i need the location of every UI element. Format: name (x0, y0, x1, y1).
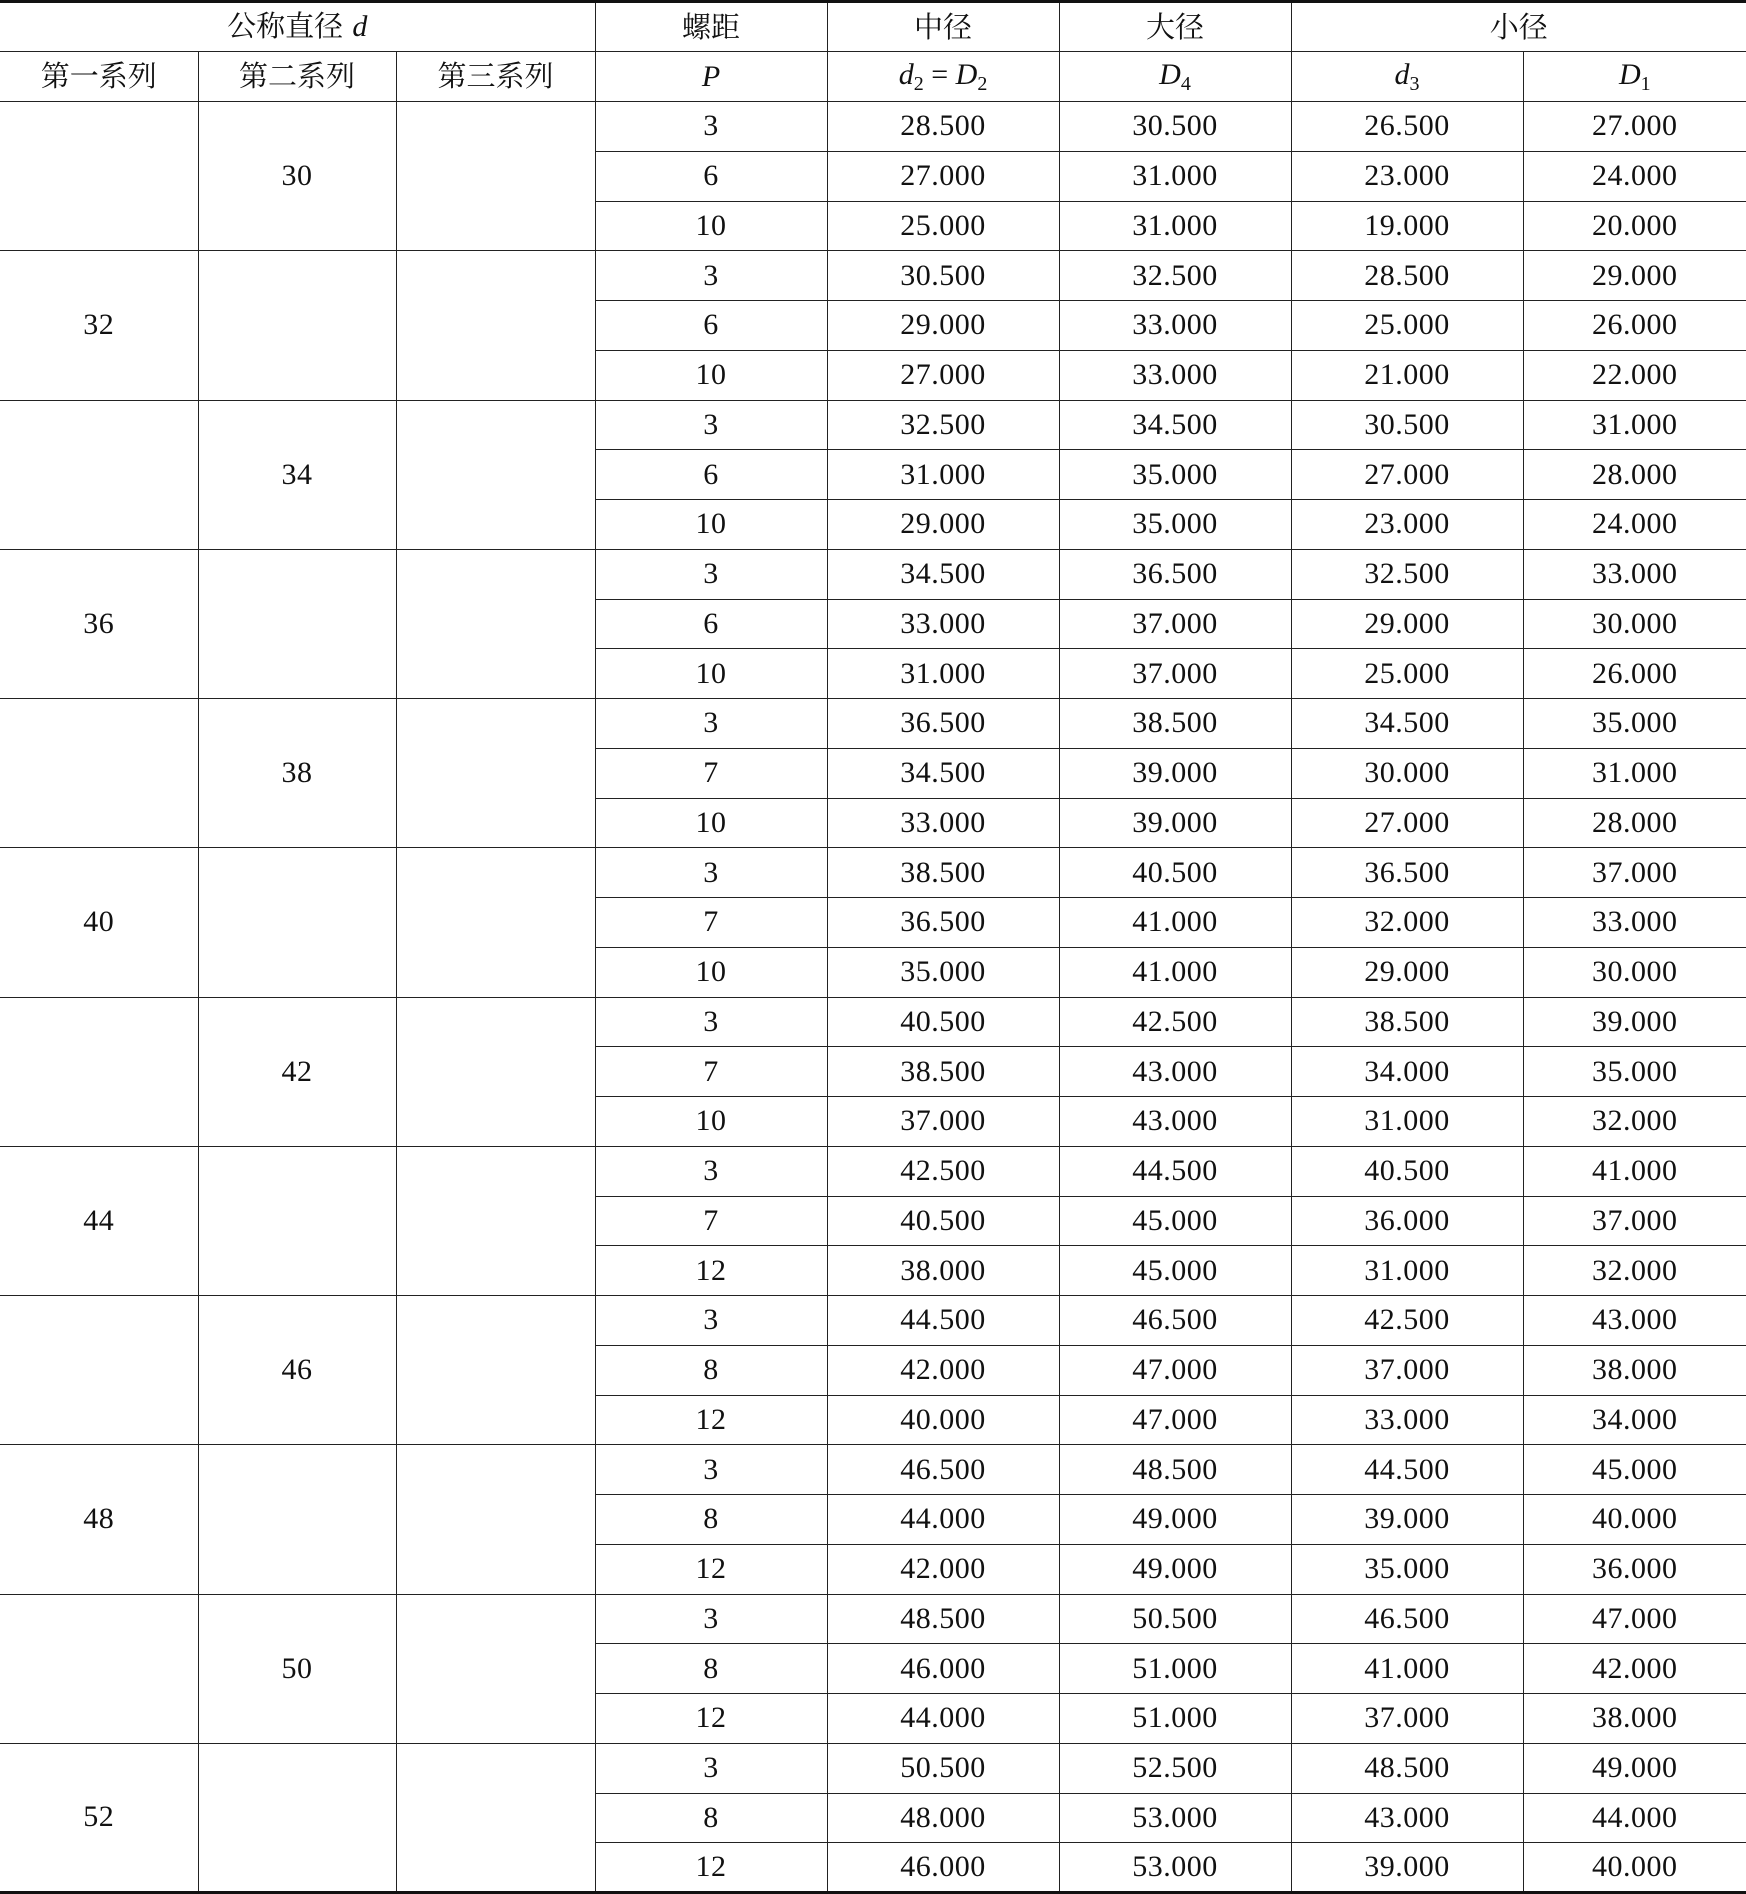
pitch-diameter-cell: 44.000 (827, 1694, 1059, 1744)
minor-d3-cell: 25.000 (1291, 649, 1523, 699)
pitch-cell: 10 (595, 201, 827, 251)
major-diameter-cell: 43.000 (1059, 1097, 1291, 1147)
series2-cell (198, 251, 396, 400)
table-row (0, 1296, 1746, 1346)
pitch-cell: 8 (595, 1793, 827, 1843)
nominal-diameter-header (0, 2, 595, 52)
pitch-cell: 7 (595, 748, 827, 798)
pitch-diameter-cell: 44.500 (827, 1296, 1059, 1346)
pitch-cell: 6 (595, 151, 827, 201)
minor-D1-cell: 45.000 (1523, 1445, 1746, 1495)
pitch-diameter-cell: 46.000 (827, 1843, 1059, 1893)
pitch-cell: 3 (595, 400, 827, 450)
pitch-diameter-cell: 29.000 (827, 500, 1059, 550)
minor-D1-cell: 41.000 (1523, 1146, 1746, 1196)
pitch-diameter-cell: 35.000 (827, 947, 1059, 997)
minor-D1-cell: 26.000 (1523, 649, 1746, 699)
minor-D1-cell: 32.000 (1523, 1097, 1746, 1147)
series3-cell (396, 699, 595, 848)
table-header (0, 2, 1746, 102)
major-diameter-cell: 46.500 (1059, 1296, 1291, 1346)
pitch-cell: 10 (595, 947, 827, 997)
pitch-cell: 3 (595, 848, 827, 898)
series3-cell (396, 1594, 595, 1743)
minor-D1-cell: 35.000 (1523, 1047, 1746, 1097)
series1-cell (0, 1594, 198, 1743)
table-body (0, 102, 1746, 1893)
pitch-diameter-symbol-b: D (955, 57, 978, 91)
minor-D1-cell: 27.000 (1523, 102, 1746, 152)
pitch-diameter-cell: 44.000 (827, 1495, 1059, 1545)
pitch-cell: 3 (595, 102, 827, 152)
major-diameter-cell: 31.000 (1059, 201, 1291, 251)
major-diameter-cell: 50.500 (1059, 1594, 1291, 1644)
major-diameter-cell: 49.000 (1059, 1544, 1291, 1594)
major-diameter-cell: 51.000 (1059, 1644, 1291, 1694)
minor-d3-cell: 39.000 (1291, 1843, 1523, 1893)
series1-header: 第一系列 (0, 52, 198, 102)
minor-D1-cell: 29.000 (1523, 251, 1746, 301)
minor-D1-cell: 28.000 (1523, 798, 1746, 848)
pitch-diameter-header-label: 中径 (827, 2, 1059, 52)
minor-D1-cell: 24.000 (1523, 151, 1746, 201)
pitch-cell: 10 (595, 798, 827, 848)
major-diameter-cell: 51.000 (1059, 1694, 1291, 1744)
pitch-diameter-cell: 46.500 (827, 1445, 1059, 1495)
pitch-diameter-sub-b: 2 (977, 72, 988, 95)
minor-D1-cell: 24.000 (1523, 500, 1746, 550)
minor-D1-cell: 30.000 (1523, 947, 1746, 997)
series1-cell: 44 (0, 1146, 198, 1295)
series1-cell: 40 (0, 848, 198, 997)
pitch-diameter-cell: 27.000 (827, 151, 1059, 201)
header-row-2 (0, 52, 1746, 102)
major-diameter-cell: 33.000 (1059, 301, 1291, 351)
minor-D1-cell: 34.000 (1523, 1395, 1746, 1445)
major-diameter-cell: 52.500 (1059, 1743, 1291, 1793)
pitch-diameter-equals: = (923, 57, 956, 91)
major-diameter-cell: 45.000 (1059, 1246, 1291, 1296)
minor-d3-cell: 31.000 (1291, 1246, 1523, 1296)
minor-d3-cell: 29.000 (1291, 947, 1523, 997)
pitch-diameter-cell: 32.500 (827, 400, 1059, 450)
minor-D1-cell: 38.000 (1523, 1345, 1746, 1395)
minor-D1-cell: 35.000 (1523, 699, 1746, 749)
pitch-cell: 3 (595, 699, 827, 749)
series2-cell (198, 1743, 396, 1892)
minor-d3-cell: 40.500 (1291, 1146, 1523, 1196)
major-diameter-symbol-header (1059, 52, 1291, 102)
major-diameter-cell: 30.500 (1059, 102, 1291, 152)
minor-D1-cell: 44.000 (1523, 1793, 1746, 1843)
table-row (0, 102, 1746, 152)
minor-d3-cell: 34.000 (1291, 1047, 1523, 1097)
minor-d3-cell: 19.000 (1291, 201, 1523, 251)
series2-header: 第二系列 (198, 52, 396, 102)
minor-d3-cell: 48.500 (1291, 1743, 1523, 1793)
minor-d3-cell: 43.000 (1291, 1793, 1523, 1843)
pitch-diameter-cell: 40.500 (827, 997, 1059, 1047)
minor-d3-cell: 26.500 (1291, 102, 1523, 152)
series2-cell: 46 (198, 1296, 396, 1445)
minor-diameter-header-label: 小径 (1291, 2, 1746, 52)
pitch-diameter-cell: 40.000 (827, 1395, 1059, 1445)
minor-d3-cell: 21.000 (1291, 350, 1523, 400)
pitch-cell: 10 (595, 649, 827, 699)
minor-d3-cell: 32.000 (1291, 898, 1523, 948)
major-diameter-cell: 39.000 (1059, 798, 1291, 848)
series1-cell (0, 400, 198, 549)
table-row (0, 1743, 1746, 1793)
nominal-diameter-label: 公称直径 (227, 9, 344, 43)
major-diameter-cell: 53.000 (1059, 1793, 1291, 1843)
minor-D1-cell: 31.000 (1523, 748, 1746, 798)
pitch-cell: 3 (595, 1594, 827, 1644)
pitch-diameter-cell: 25.000 (827, 201, 1059, 251)
series2-cell: 34 (198, 400, 396, 549)
series3-cell (396, 1743, 595, 1892)
pitch-diameter-cell: 36.500 (827, 699, 1059, 749)
minor-D1-sub: 1 (1640, 72, 1651, 95)
minor-d3-symbol-header (1291, 52, 1523, 102)
minor-D1-cell: 42.000 (1523, 1644, 1746, 1694)
series1-cell (0, 102, 198, 251)
pitch-diameter-cell: 48.000 (827, 1793, 1059, 1843)
minor-D1-symbol-header (1523, 52, 1746, 102)
table-row (0, 1146, 1746, 1196)
pitch-diameter-cell: 48.500 (827, 1594, 1059, 1644)
table-row (0, 1594, 1746, 1644)
pitch-cell: 3 (595, 1743, 827, 1793)
pitch-cell: 12 (595, 1395, 827, 1445)
minor-D1-cell: 38.000 (1523, 1694, 1746, 1744)
pitch-cell: 7 (595, 1196, 827, 1246)
table-row (0, 400, 1746, 450)
major-diameter-cell: 31.000 (1059, 151, 1291, 201)
minor-d3-cell: 36.000 (1291, 1196, 1523, 1246)
minor-D1-symbol: D (1618, 57, 1641, 91)
series1-cell: 36 (0, 549, 198, 698)
minor-D1-cell: 43.000 (1523, 1296, 1746, 1346)
major-diameter-cell: 44.500 (1059, 1146, 1291, 1196)
major-diameter-cell: 34.500 (1059, 400, 1291, 450)
pitch-diameter-cell: 34.500 (827, 748, 1059, 798)
minor-D1-cell: 31.000 (1523, 400, 1746, 450)
major-diameter-cell: 47.000 (1059, 1395, 1291, 1445)
major-diameter-sub: 4 (1180, 72, 1191, 95)
pitch-cell: 10 (595, 350, 827, 400)
major-diameter-cell: 45.000 (1059, 1196, 1291, 1246)
minor-D1-cell: 33.000 (1523, 898, 1746, 948)
minor-d3-cell: 38.500 (1291, 997, 1523, 1047)
series3-cell (396, 1296, 595, 1445)
table-row (0, 699, 1746, 749)
pitch-cell: 6 (595, 301, 827, 351)
minor-d3-symbol: d (1394, 57, 1410, 91)
minor-d3-cell: 35.000 (1291, 1544, 1523, 1594)
series2-cell: 50 (198, 1594, 396, 1743)
pitch-diameter-cell: 38.000 (827, 1246, 1059, 1296)
series3-cell (396, 1445, 595, 1594)
minor-d3-cell: 25.000 (1291, 301, 1523, 351)
pitch-header-label: 螺距 (595, 2, 827, 52)
series3-cell (396, 102, 595, 251)
major-diameter-cell: 40.500 (1059, 848, 1291, 898)
major-diameter-cell: 32.500 (1059, 251, 1291, 301)
pitch-diameter-cell: 29.000 (827, 301, 1059, 351)
major-diameter-cell: 39.000 (1059, 748, 1291, 798)
pitch-cell: 3 (595, 997, 827, 1047)
series1-cell: 52 (0, 1743, 198, 1892)
series1-cell (0, 699, 198, 848)
series2-cell: 38 (198, 699, 396, 848)
minor-d3-cell: 27.000 (1291, 798, 1523, 848)
pitch-diameter-cell: 31.000 (827, 450, 1059, 500)
pitch-diameter-cell: 37.000 (827, 1097, 1059, 1147)
major-diameter-cell: 41.000 (1059, 898, 1291, 948)
minor-D1-cell: 39.000 (1523, 997, 1746, 1047)
pitch-cell: 8 (595, 1644, 827, 1694)
major-diameter-cell: 53.000 (1059, 1843, 1291, 1893)
minor-D1-cell: 22.000 (1523, 350, 1746, 400)
minor-D1-cell: 36.000 (1523, 1544, 1746, 1594)
major-diameter-cell: 48.500 (1059, 1445, 1291, 1495)
pitch-diameter-cell: 40.500 (827, 1196, 1059, 1246)
pitch-diameter-cell: 36.500 (827, 898, 1059, 948)
minor-d3-cell: 32.500 (1291, 549, 1523, 599)
pitch-diameter-cell: 27.000 (827, 350, 1059, 400)
minor-d3-cell: 27.000 (1291, 450, 1523, 500)
major-diameter-cell: 33.000 (1059, 350, 1291, 400)
series3-header: 第三系列 (396, 52, 595, 102)
pitch-diameter-cell: 33.000 (827, 798, 1059, 848)
pitch-cell: 12 (595, 1843, 827, 1893)
pitch-cell: 3 (595, 1296, 827, 1346)
pitch-symbol: P (701, 59, 721, 93)
pitch-diameter-cell: 31.000 (827, 649, 1059, 699)
pitch-diameter-symbol-header (827, 52, 1059, 102)
table-row (0, 1445, 1746, 1495)
minor-D1-cell: 40.000 (1523, 1843, 1746, 1893)
major-diameter-cell: 43.000 (1059, 1047, 1291, 1097)
pitch-cell: 10 (595, 1097, 827, 1147)
minor-d3-cell: 46.500 (1291, 1594, 1523, 1644)
major-diameter-cell: 37.000 (1059, 649, 1291, 699)
pitch-cell: 12 (595, 1694, 827, 1744)
major-diameter-cell: 41.000 (1059, 947, 1291, 997)
major-diameter-header-label: 大径 (1059, 2, 1291, 52)
minor-d3-cell: 30.000 (1291, 748, 1523, 798)
major-diameter-cell: 35.000 (1059, 450, 1291, 500)
minor-D1-cell: 37.000 (1523, 848, 1746, 898)
pitch-diameter-sub-a: 2 (913, 72, 924, 95)
pitch-diameter-cell: 42.000 (827, 1345, 1059, 1395)
minor-D1-cell: 37.000 (1523, 1196, 1746, 1246)
minor-d3-cell: 29.000 (1291, 599, 1523, 649)
series1-cell (0, 1296, 198, 1445)
series3-cell (396, 1146, 595, 1295)
minor-D1-cell: 33.000 (1523, 549, 1746, 599)
pitch-cell: 3 (595, 1445, 827, 1495)
pitch-diameter-cell: 30.500 (827, 251, 1059, 301)
minor-D1-cell: 20.000 (1523, 201, 1746, 251)
series2-cell (198, 848, 396, 997)
minor-d3-cell: 37.000 (1291, 1694, 1523, 1744)
pitch-cell: 3 (595, 549, 827, 599)
series3-cell (396, 251, 595, 400)
minor-D1-cell: 47.000 (1523, 1594, 1746, 1644)
pitch-diameter-cell: 42.500 (827, 1146, 1059, 1196)
series3-cell (396, 400, 595, 549)
pitch-diameter-cell: 33.000 (827, 599, 1059, 649)
series3-cell (396, 997, 595, 1146)
minor-d3-cell: 37.000 (1291, 1345, 1523, 1395)
minor-d3-cell: 31.000 (1291, 1097, 1523, 1147)
minor-D1-cell: 30.000 (1523, 599, 1746, 649)
pitch-cell: 8 (595, 1345, 827, 1395)
minor-d3-cell: 28.500 (1291, 251, 1523, 301)
series2-cell (198, 549, 396, 698)
series1-cell: 32 (0, 251, 198, 400)
series2-cell (198, 1146, 396, 1295)
pitch-diameter-cell: 38.500 (827, 848, 1059, 898)
pitch-diameter-cell: 38.500 (827, 1047, 1059, 1097)
pitch-cell: 7 (595, 898, 827, 948)
major-diameter-cell: 42.500 (1059, 997, 1291, 1047)
minor-d3-cell: 41.000 (1291, 1644, 1523, 1694)
minor-d3-cell: 34.500 (1291, 699, 1523, 749)
major-diameter-symbol: D (1159, 57, 1181, 91)
minor-D1-cell: 28.000 (1523, 450, 1746, 500)
minor-d3-cell: 44.500 (1291, 1445, 1523, 1495)
series1-cell (0, 997, 198, 1146)
pitch-diameter-cell: 34.500 (827, 549, 1059, 599)
series1-cell: 48 (0, 1445, 198, 1594)
minor-d3-cell: 36.500 (1291, 848, 1523, 898)
pitch-cell: 3 (595, 1146, 827, 1196)
minor-D1-cell: 26.000 (1523, 301, 1746, 351)
pitch-cell: 6 (595, 450, 827, 500)
major-diameter-cell: 49.000 (1059, 1495, 1291, 1545)
minor-D1-cell: 49.000 (1523, 1743, 1746, 1793)
pitch-cell: 8 (595, 1495, 827, 1545)
major-diameter-cell: 47.000 (1059, 1345, 1291, 1395)
pitch-diameter-cell: 46.000 (827, 1644, 1059, 1694)
pitch-diameter-cell: 28.500 (827, 102, 1059, 152)
pitch-diameter-cell: 42.000 (827, 1544, 1059, 1594)
table-row (0, 251, 1746, 301)
minor-d3-cell: 23.000 (1291, 151, 1523, 201)
table-row (0, 997, 1746, 1047)
minor-d3-sub: 3 (1409, 72, 1420, 95)
pitch-cell: 12 (595, 1544, 827, 1594)
minor-D1-cell: 32.000 (1523, 1246, 1746, 1296)
pitch-symbol-header (595, 52, 827, 102)
table-row (0, 549, 1746, 599)
minor-d3-cell: 23.000 (1291, 500, 1523, 550)
minor-d3-cell: 42.500 (1291, 1296, 1523, 1346)
major-diameter-cell: 37.000 (1059, 599, 1291, 649)
pitch-cell: 6 (595, 599, 827, 649)
pitch-cell: 12 (595, 1246, 827, 1296)
series2-cell: 42 (198, 997, 396, 1146)
minor-d3-cell: 39.000 (1291, 1495, 1523, 1545)
table-row (0, 848, 1746, 898)
minor-D1-cell: 40.000 (1523, 1495, 1746, 1545)
pitch-cell: 7 (595, 1047, 827, 1097)
series3-cell (396, 848, 595, 997)
major-diameter-cell: 35.000 (1059, 500, 1291, 550)
major-diameter-cell: 38.500 (1059, 699, 1291, 749)
nominal-diameter-symbol: d (352, 10, 368, 43)
minor-d3-cell: 33.000 (1291, 1395, 1523, 1445)
series3-cell (396, 549, 595, 698)
major-diameter-cell: 36.500 (1059, 549, 1291, 599)
series2-cell: 30 (198, 102, 396, 251)
pitch-cell: 3 (595, 251, 827, 301)
header-row-1 (0, 2, 1746, 52)
pitch-cell: 10 (595, 500, 827, 550)
minor-d3-cell: 30.500 (1291, 400, 1523, 450)
pitch-diameter-cell: 50.500 (827, 1743, 1059, 1793)
series2-cell (198, 1445, 396, 1594)
pitch-diameter-symbol-a: d (898, 57, 914, 91)
